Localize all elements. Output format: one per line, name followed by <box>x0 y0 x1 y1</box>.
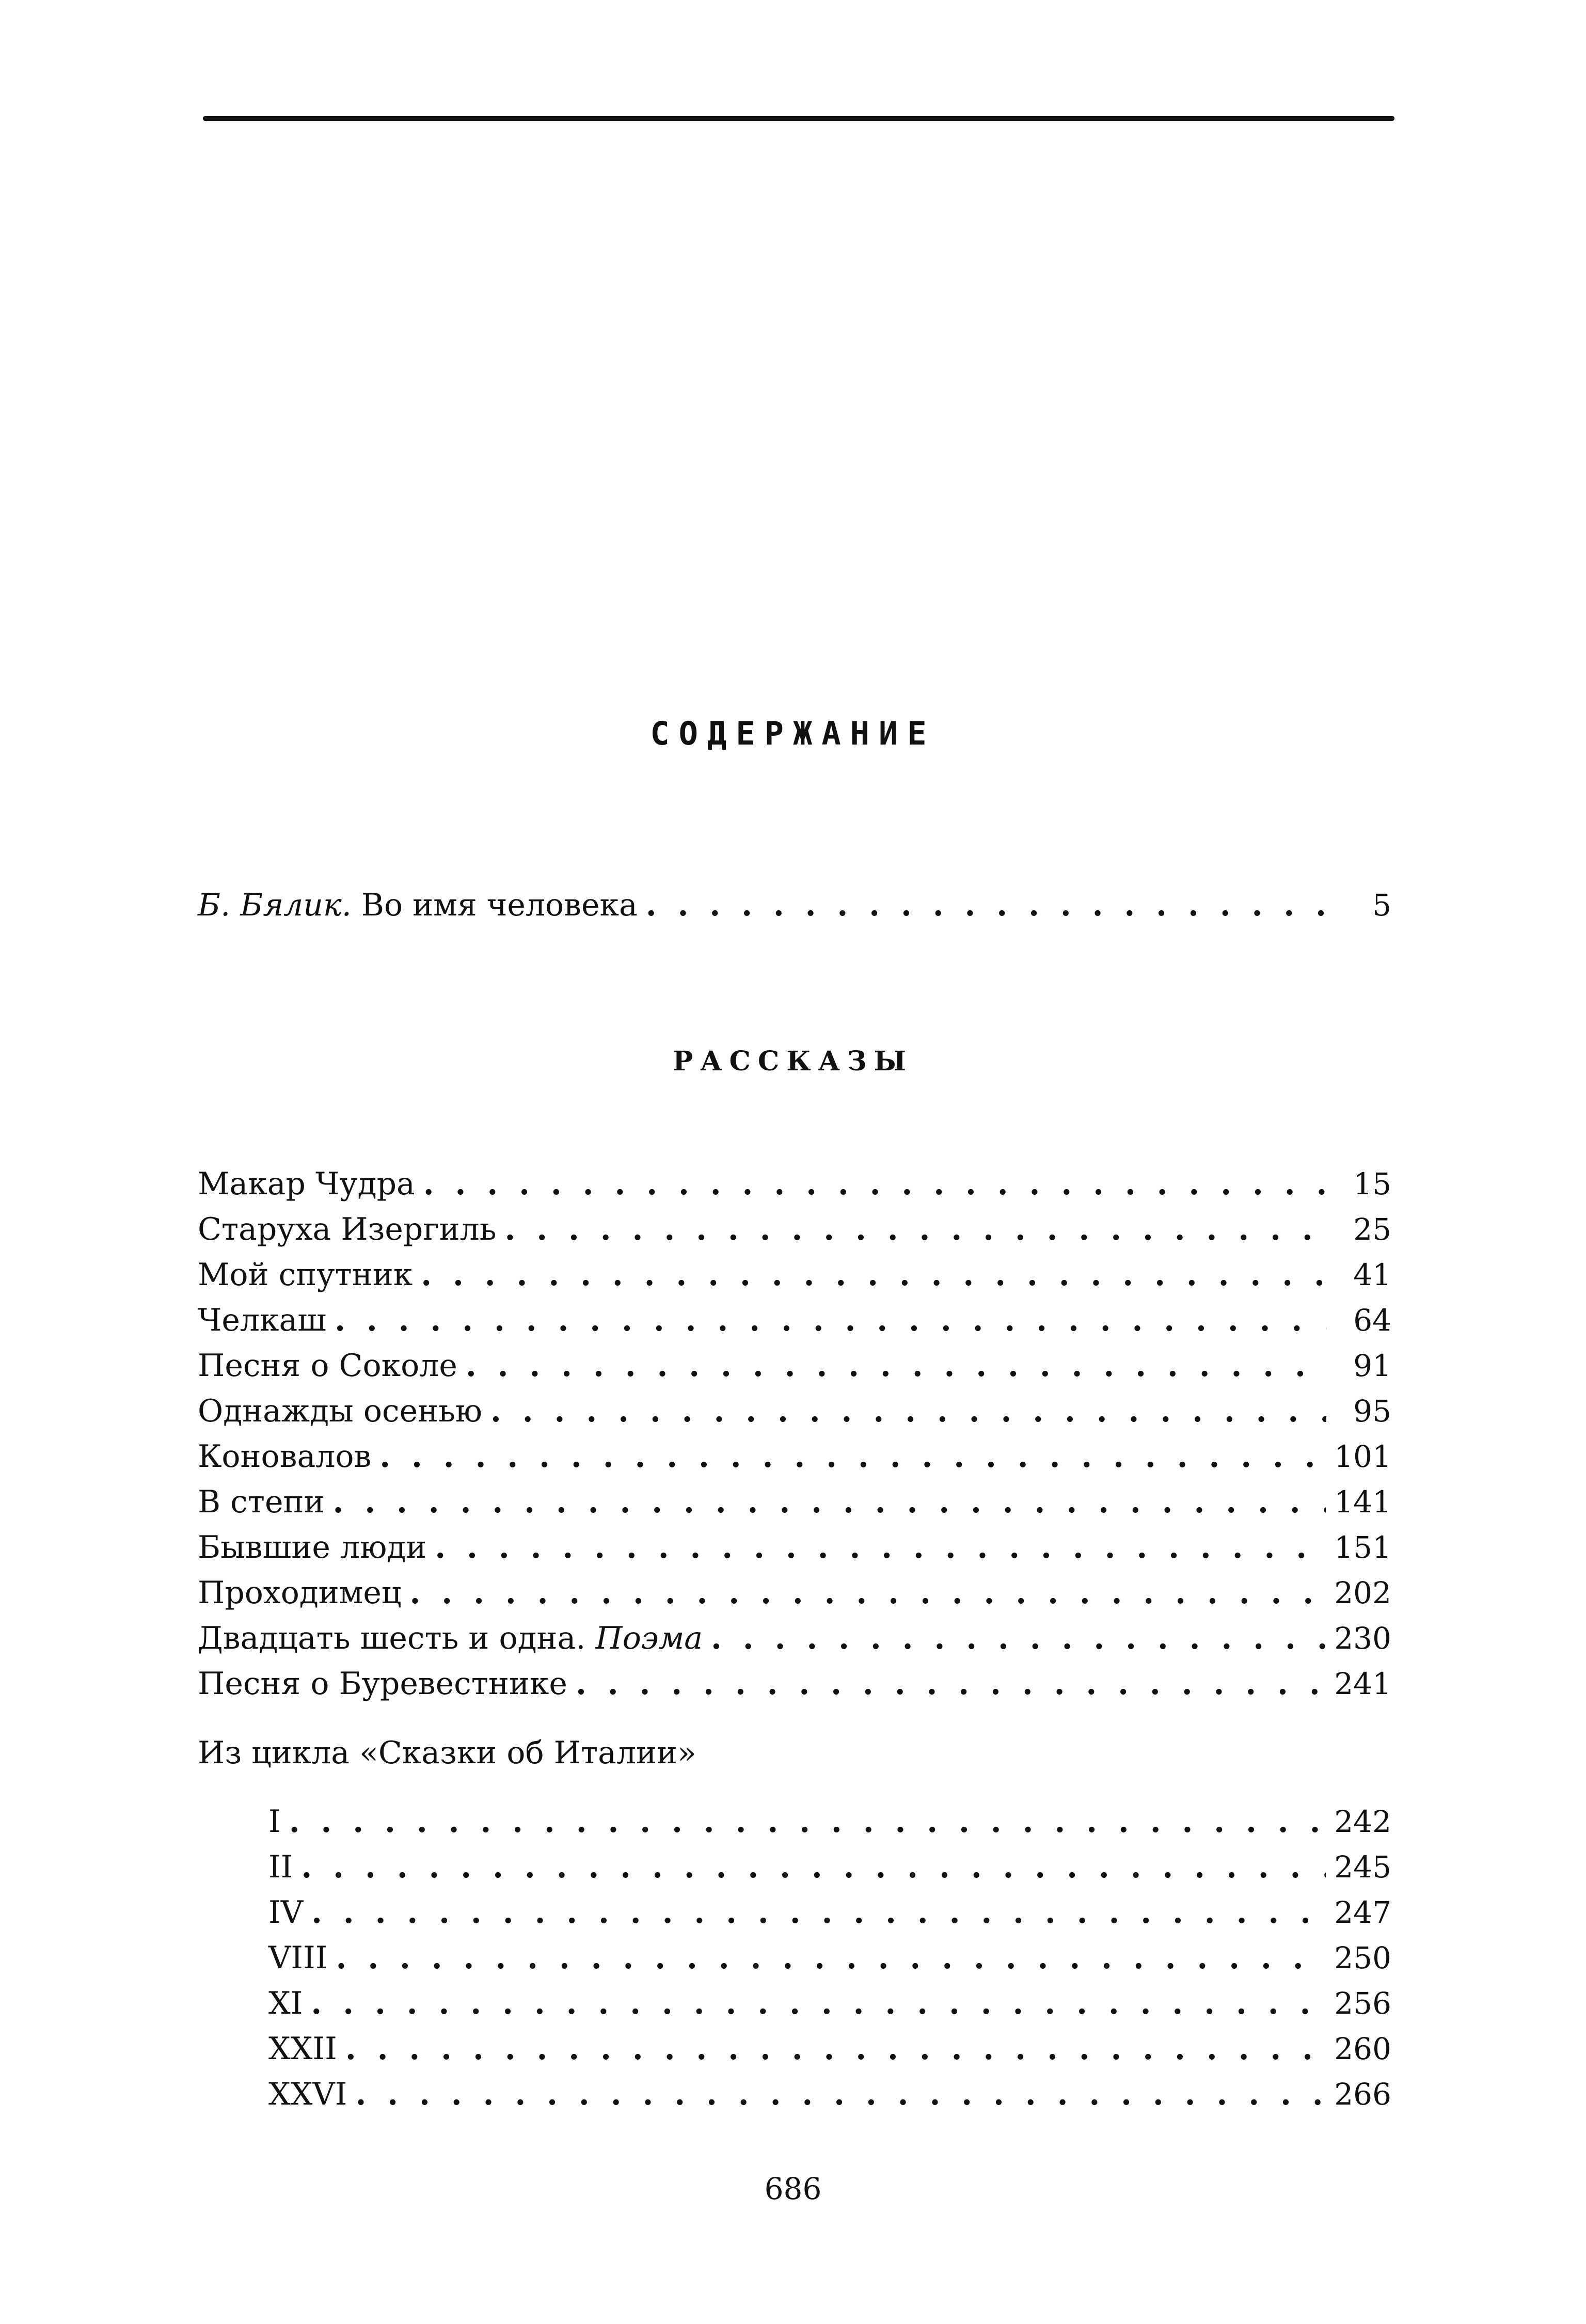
toc-entry-title: Проходимец <box>198 1575 402 1611</box>
toc-entry-page: 15 <box>1353 1166 1391 1201</box>
toc-entry-page: 250 <box>1334 1940 1391 1975</box>
toc-entry[interactable] <box>198 1392 1391 1431</box>
dot-leader <box>423 1164 1326 1204</box>
toc-entry-title: Коновалов <box>198 1438 372 1475</box>
toc-entry-page: 202 <box>1334 1575 1391 1610</box>
toc-entry-title: XXVI <box>268 2076 347 2112</box>
toc-entry-page: 41 <box>1353 1257 1391 1292</box>
toc-entry-title: В степи <box>198 1484 325 1520</box>
toc-entry-title: Однажды осенью <box>198 1393 482 1429</box>
toc-entry-title-text: Во имя человека <box>361 887 638 923</box>
toc-entry[interactable] <box>198 1664 1391 1703</box>
toc-entry[interactable] <box>198 1210 1391 1249</box>
toc-entry-page: 242 <box>1334 1804 1391 1839</box>
dot-leader <box>646 886 1326 925</box>
toc-entry[interactable] <box>268 1893 1391 1932</box>
toc-entry[interactable] <box>198 1346 1391 1385</box>
toc-entry[interactable] <box>268 2075 1391 2114</box>
dot-leader <box>345 2029 1326 2068</box>
dot-leader <box>421 1255 1326 1294</box>
dot-leader <box>435 1528 1326 1567</box>
dot-leader <box>410 1573 1326 1612</box>
toc-entry-title: Бывшие люди <box>198 1529 427 1566</box>
toc-entry[interactable] <box>268 1802 1391 1841</box>
toc-entry[interactable] <box>198 1482 1391 1522</box>
toc-entry-author: Б. Бялик. <box>198 887 352 923</box>
toc-entry-page: 260 <box>1334 2031 1391 2066</box>
section-title: РАССКАЗЫ <box>673 1046 913 1077</box>
dot-leader <box>289 1802 1326 1841</box>
toc-entry[interactable] <box>268 1847 1391 1887</box>
toc-entry[interactable] <box>198 1164 1391 1204</box>
toc-entry-title: II <box>268 1849 293 1885</box>
toc-entry-page: 25 <box>1353 1212 1391 1247</box>
toc-entry[interactable] <box>268 1984 1391 2023</box>
toc-entry-title: XI <box>268 1985 303 2021</box>
dot-leader <box>466 1346 1326 1385</box>
toc-entry-page: 245 <box>1334 1849 1391 1885</box>
toc-entry-title: VIII <box>268 1940 328 1976</box>
toc-entry[interactable] <box>268 2029 1391 2068</box>
dot-leader <box>711 1619 1326 1658</box>
toc-entry[interactable] <box>198 1528 1391 1567</box>
toc-entry-genre: Поэма <box>595 1620 703 1656</box>
dot-leader <box>335 1301 1326 1340</box>
toc-entry-title: Челкаш <box>198 1302 327 1338</box>
dot-leader <box>311 1893 1326 1932</box>
page-title: СОДЕРЖАНИЕ <box>650 715 936 752</box>
toc-entry[interactable] <box>198 1573 1391 1612</box>
toc-entry[interactable] <box>198 1301 1391 1340</box>
toc-entry-title: Макар Чудра <box>198 1166 415 1202</box>
toc-entry-title: I <box>268 1804 281 1840</box>
toc-entry[interactable] <box>198 1255 1391 1294</box>
dot-leader <box>504 1210 1326 1249</box>
dot-leader <box>490 1392 1326 1431</box>
dot-leader <box>355 2075 1326 2114</box>
toc-entry[interactable] <box>268 1938 1391 1978</box>
cycle-heading: Из цикла «Сказки об Италии» <box>198 1735 696 1771</box>
toc-entry-title <box>198 886 638 925</box>
toc-entry-page: 256 <box>1334 1986 1391 2021</box>
toc-entry-page: 141 <box>1334 1484 1391 1520</box>
dot-leader <box>311 1984 1326 2023</box>
toc-entry-page: 101 <box>1334 1439 1391 1474</box>
dot-leader <box>332 1482 1326 1522</box>
dot-leader <box>336 1938 1326 1978</box>
dot-leader <box>576 1664 1326 1703</box>
toc-entry-title-text: Двадцать шесть и одна. <box>198 1620 586 1656</box>
toc-entry[interactable] <box>198 1437 1391 1476</box>
toc-entry-page: 5 <box>1372 888 1391 923</box>
toc-entry-title: Мой спутник <box>198 1257 413 1293</box>
dot-leader <box>379 1437 1326 1476</box>
toc-entry-page: 91 <box>1353 1348 1391 1383</box>
toc-entry-title: Песня о Буревестнике <box>198 1666 567 1702</box>
toc-entry-title: IV <box>268 1894 304 1931</box>
toc-entry-page: 241 <box>1334 1666 1391 1701</box>
toc-entry-title: Старуха Изергиль <box>198 1211 497 1247</box>
page-number: 686 <box>764 2171 822 2206</box>
toc-entry-page: 247 <box>1334 1895 1391 1930</box>
toc-entry-title <box>198 1619 703 1658</box>
toc-entry-page: 230 <box>1334 1621 1391 1656</box>
toc-entry-page: 266 <box>1334 2077 1391 2112</box>
toc-entry-title: Песня о Соколе <box>198 1348 457 1384</box>
toc-entry-intro[interactable] <box>198 886 1391 925</box>
toc-entry[interactable] <box>198 1619 1391 1658</box>
top-rule <box>203 116 1394 121</box>
dot-leader <box>301 1847 1326 1887</box>
toc-entry-page: 64 <box>1353 1303 1391 1338</box>
toc-entry-title: XXII <box>268 2031 337 2067</box>
toc-entry-page: 95 <box>1353 1394 1391 1429</box>
toc-entry-page: 151 <box>1334 1530 1391 1565</box>
